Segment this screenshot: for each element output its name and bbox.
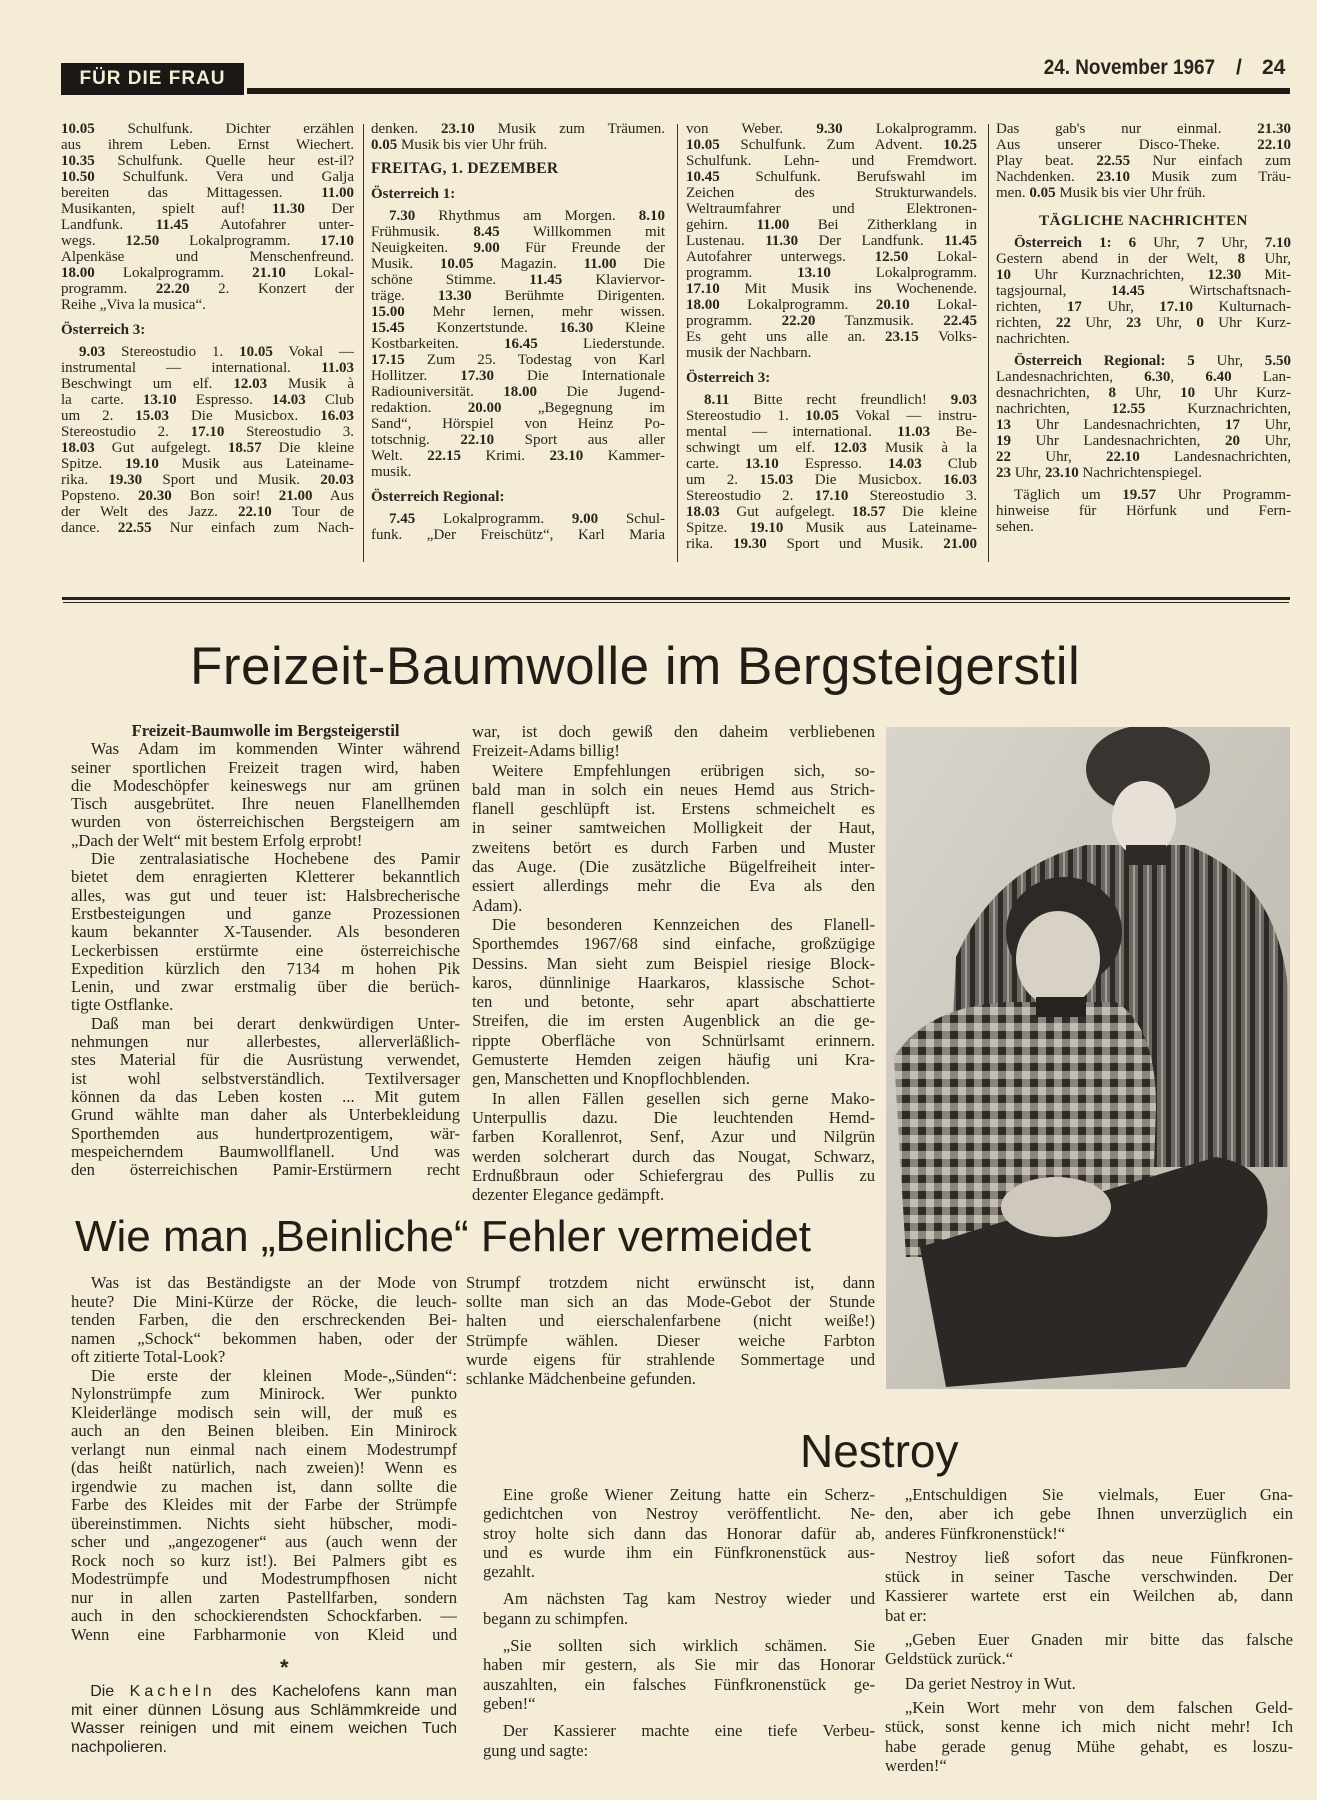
text-line: Österreich 1: 6 Uhr, 7 Uhr, 7.10	[1014, 235, 1291, 251]
text-line: Adam).	[472, 895, 523, 915]
text-line: hinweise für Hörfunk und Fern-	[996, 503, 1291, 519]
section-label: FÜR DIE FRAU	[61, 63, 244, 95]
text-line: oft zitierte Total-Look?	[71, 1348, 226, 1366]
text-line: von Weber. 9.30 Lokalprogramm.	[686, 121, 977, 137]
text-line: Strumpf trotzdem nicht erwünscht ist, dann	[466, 1273, 875, 1292]
text-line: werden solcherart durch das Nougat, Schwarz,	[472, 1146, 875, 1166]
paragraph	[885, 1674, 1293, 1693]
text-line: wegs. 12.50 Lokalprogramm. 17.10	[61, 233, 354, 249]
text-line: wurden von österreichischen Bergsteigern am	[71, 813, 460, 832]
text-line: Grund wählte man daher als Unterbekleidung	[71, 1106, 460, 1125]
text-line: auch an den Beinen bleiben. Ein Minirock	[71, 1422, 457, 1440]
text-line: 10.35 Schulfunk. Quelle heur est-il?	[61, 153, 354, 169]
text-line: Streifen, die im ersten Augenblick an die ge-	[472, 1011, 875, 1031]
text-line: Unterpullis dazu. Die leuchtenden Hemd-	[472, 1107, 875, 1127]
text-line: Eine große Wiener Zeitung hatte ein Scherz-	[502, 1485, 875, 1504]
text-line: 10.05 Schulfunk. Dichter erzählen	[61, 121, 354, 137]
text-line: farben Korallenrot, Senf, Azur und Nilgrün	[472, 1127, 875, 1147]
text-line: rika. 19.30 Sport und Musik. 20.03	[61, 472, 354, 488]
text-line: Täglich um 19.57 Uhr Programm-	[1014, 487, 1291, 503]
text-line: rika. 19.30 Sport und Musik. 21.00	[686, 536, 977, 552]
text-line: Kassierer wartete erst ein Weilchen ab, dann	[885, 1586, 1293, 1606]
text-line: richten, 22 Uhr, 23 Uhr, 0 Uhr Kurz-	[996, 315, 1291, 331]
text-line: programm. 13.10 Lokalprogramm.	[686, 265, 977, 281]
text-line: 0.05 Musik bis vier Uhr früh.	[371, 137, 548, 153]
text-line: um 2. 15.03 Die Musicbox. 16.03	[686, 472, 977, 488]
text-line: Reihe „Viva la musica“.	[61, 297, 206, 313]
text-line: 23 Uhr, 23.10 Nachrichtenspiegel.	[996, 465, 1203, 481]
text-line: irgendwie zu machen ist, dann sollte die	[71, 1477, 457, 1496]
text-line: Stereostudio 2. 17.10 Stereostudio 3.	[61, 424, 354, 440]
text-line: den österreichischen Pamir-Erstürmern recht	[71, 1161, 460, 1180]
text-line: 7.45 Lokalprogramm. 9.00 Schul-	[389, 511, 665, 527]
text-line: programm. 22.20 2. Konzert der	[61, 281, 354, 297]
radio-column-1	[61, 121, 354, 536]
news-column-4	[996, 121, 1291, 535]
text-line: programm. 22.20 Tanzmusik. 22.45	[686, 313, 977, 329]
text-line: instrumental — international. 11.03	[61, 360, 354, 376]
text-line: 7.30 Rhythmus am Morgen. 8.10	[389, 208, 665, 224]
text-line: Spitze. 19.10 Musik aus Lateiname-	[686, 520, 977, 536]
text-line: 17.15 Zum 25. Todestag von Karl	[371, 352, 665, 368]
paragraph	[472, 1089, 875, 1205]
text-line: nur in allen zarten Pastellfarben, sondern	[71, 1588, 457, 1607]
paragraph	[371, 511, 665, 543]
text-line: Die Kacheln des Kachelofens kann man	[90, 1683, 457, 1700]
paragraph	[996, 353, 1291, 481]
text-line: Gestern abend in der Welt, 8 Uhr,	[996, 251, 1291, 267]
text-line: alles, was gut und teuer ist: Halsbrecherische	[71, 886, 460, 905]
subheading: Freizeit-Baumwolle im Bergsteigerstil	[131, 721, 400, 740]
text-line: 18.00 Lokalprogramm. 21.10 Lokal-	[61, 265, 354, 281]
text-line: Schulfunk. Lehn- und Fremdwort.	[686, 153, 977, 169]
text-line: richten, 17 Uhr, 17.10 Kulturnach-	[996, 299, 1291, 315]
paragraph	[885, 1698, 1293, 1775]
paragraph	[371, 208, 665, 480]
text-line: Was ist das Beständigste an der Mode von	[90, 1274, 457, 1292]
text-line: 9.03 Stereostudio 1. 10.05 Vokal —	[79, 344, 354, 360]
text-line: Autofahrer unterwegs. 12.50 Lokal-	[686, 249, 977, 265]
text-line: Sand“, Hörspiel von Heinz Po-	[371, 416, 665, 432]
text-line: seiner sportlichen Freizeit tragen wird, haben	[71, 758, 460, 777]
text-line: ten und betonte, sehr apart abschattierte	[472, 992, 875, 1012]
text-line: dezenter Elegance gedämpft.	[472, 1185, 665, 1205]
article3-column-1	[483, 1485, 875, 1760]
text-line: sehen.	[996, 519, 1034, 535]
text-line: bietet dem enragierten Kletterer bekanntlich	[71, 868, 460, 887]
text-line: aus ihrem Leben. Ernst Wiechert.	[61, 137, 354, 153]
paragraph	[483, 1485, 875, 1581]
text-line: Musik. 10.05 Magazin. 11.00 Die	[371, 256, 665, 272]
text-line: gung und sagte:	[483, 1740, 589, 1760]
article3-column-2	[885, 1485, 1293, 1775]
paragraph	[483, 1589, 875, 1628]
text-line: dance. 22.55 Nur einfach zum Nach-	[61, 520, 354, 536]
text-line: desnachrichten, 8 Uhr, 10 Uhr Kurz-	[996, 385, 1291, 401]
text-line: werden!“	[885, 1755, 947, 1775]
text-line: kaum bekannter X-Tausender. Als besonderen	[71, 923, 460, 942]
text-line: Beschwingt um elf. 12.03 Musik à	[61, 376, 354, 392]
column-divider	[677, 124, 678, 562]
text-line: men. 0.05 Musik bis vier Uhr früh.	[996, 185, 1206, 201]
text-line: auszahlten, ein falsches Fünfkronenstück ge-	[483, 1674, 875, 1694]
paragraph	[371, 121, 665, 153]
paragraph	[885, 1630, 1293, 1669]
text-line: essiert allerdings mehr die Eva als den	[472, 876, 875, 896]
subheading: Österreich 3:	[61, 322, 146, 338]
radio-column-3	[686, 121, 977, 552]
text-line: Frühmusik. 8.45 Willkommen mit	[371, 224, 665, 240]
article1-column-2	[472, 722, 875, 1204]
text-line: den, aber ich gebe Ihnen unverzüglich ein	[885, 1504, 1293, 1524]
text-line: und es wurde ihm ein Fünfkronenstück aus-	[483, 1542, 875, 1562]
text-line: Stereostudio 2. 17.10 Stereostudio 3.	[686, 488, 977, 504]
paragraph	[885, 1548, 1293, 1625]
text-line: tenden Farben, die den erschreckenden Bei-	[71, 1311, 457, 1329]
text-line: tagsjournal, 14.45 Wirtschaftsnach-	[996, 283, 1291, 299]
text-line: Nestroy ließ sofort das neue Fünfkronen-	[904, 1547, 1293, 1567]
divider-asterisk: *	[280, 1655, 289, 1680]
text-line: Lenin, und zwar erstmalig über die berüch-	[71, 978, 460, 997]
paragraph	[472, 722, 875, 761]
text-line: Alpenkäse und Menschenfreund.	[61, 249, 354, 265]
text-line: Weitere Empfehlungen erübrigen sich, so-	[491, 760, 875, 780]
text-line: mit einer dünnen Lösung aus Schlämmkreide und	[71, 1701, 457, 1719]
text-line: Nachdenken. 23.10 Musik zum Träu-	[996, 169, 1291, 185]
text-line: schwingt um elf. 12.03 Musik à la	[686, 440, 977, 456]
text-line: der Welt des Jazz. 22.10 Tour de	[61, 504, 354, 520]
paragraph	[71, 1367, 457, 1645]
text-line: ist wohl selbstverständlich. Textilversager	[71, 1069, 460, 1088]
text-line: Kleiderlänge modisch sein will, der muß es	[71, 1403, 457, 1422]
text-line: Der Kassierer machte eine tiefe Verbeu-	[502, 1721, 875, 1741]
text-line: Gemusterte Hemden zeigen häufig uni Kra-	[472, 1050, 875, 1070]
text-line: „Sie sollten sich wirklich schämen. Sie	[502, 1636, 875, 1656]
text-line: denken. 23.10 Musik zum Träumen.	[371, 121, 665, 137]
paragraph	[71, 1274, 457, 1367]
paragraph	[483, 1636, 875, 1713]
text-line: Modestrümpfe und Modestrumpfhosen nicht	[71, 1570, 457, 1588]
text-line: heute? Die Mini-Kürze der Röcke, die leuch-	[71, 1292, 457, 1311]
text-line: Popsteno. 20.30 Bon soir! 21.00 Aus	[61, 488, 354, 504]
text-line: Expedition kürzlich den 7134 m hohen Pik	[71, 959, 460, 978]
text-line: Es geht uns alle an. 23.15 Volks-	[686, 329, 977, 345]
text-line: „Geben Euer Gnaden mir bitte das falsche	[904, 1630, 1293, 1650]
text-line: um 2. 15.03 Die Musicbox. 16.03	[61, 408, 354, 424]
text-line: schlanke Mädchenbeine gefunden.	[466, 1369, 696, 1389]
text-line: Hollitzer. 17.30 Die Internationale	[371, 368, 665, 384]
text-line: Spitze. 19.10 Musik aus Lateiname-	[61, 456, 354, 472]
text-line: 13 Uhr Landesnachrichten, 17 Uhr,	[996, 417, 1291, 433]
text-line: „Entschuldigen Sie vielmals, Euer Gna-	[904, 1485, 1293, 1504]
text-line: 22 Uhr, 22.10 Landesnachrichten,	[996, 449, 1291, 465]
text-line: karos, dünnlinige Haarkaros, klassische Schot-	[472, 972, 875, 992]
text-line: träge. 13.30 Berühmte Dirigenten.	[371, 288, 665, 304]
text-line: Radiouniversität. 18.00 Die Jugend-	[371, 384, 665, 400]
text-line: Zeichen des Strukturwandels.	[686, 185, 977, 201]
text-line: wurde eigens für strahlende Sommertage und	[466, 1349, 875, 1369]
article2-column-2	[466, 1273, 875, 1388]
text-line: Österreich Regional: 5 Uhr, 5.50	[1014, 353, 1291, 369]
text-line: Sporthemdes 1967/68 sind einfache, großzügige	[472, 934, 875, 954]
text-line: Strümpfe wählen. Dieser weiche Farbton	[466, 1330, 875, 1350]
paragraph	[996, 235, 1291, 347]
paragraph	[61, 344, 354, 536]
text-line: gezahlt.	[483, 1562, 536, 1582]
text-line: Die erste der kleinen Mode-„Sünden“:	[90, 1366, 457, 1385]
paragraph	[71, 1015, 460, 1180]
article1-column-1	[71, 722, 460, 1179]
text-line: musik der Nachbarn.	[686, 345, 812, 361]
text-line: Die zentralasiatische Hochebene des Pamir	[90, 850, 460, 869]
page-number: 24	[1262, 56, 1286, 79]
text-line: in seiner samtweichen Molligkeit der Haut,	[472, 818, 875, 838]
text-line: Rock noch so kurz ist!). Bei Palmers gibt es	[71, 1551, 457, 1570]
paragraph	[686, 392, 977, 552]
text-line: nachrichten, 12.55 Kurznachrichten,	[996, 401, 1291, 417]
subheading: Österreich 1:	[371, 186, 456, 202]
text-line: das Auge. (Die zusätzliche Bügelfreiheit inter-	[472, 857, 875, 877]
text-line: halten und eierschalenfarbene (nicht weiße!)	[466, 1311, 875, 1331]
date-separator: /	[1236, 56, 1242, 79]
text-line: 15.00 Mehr lernen, mehr wissen.	[371, 304, 665, 320]
column-divider	[363, 124, 364, 562]
text-line: Freizeit-Adams billig!	[472, 741, 620, 761]
paragraph	[71, 1683, 457, 1757]
text-line: Die besonderen Kennzeichen des Flanell-	[491, 914, 875, 934]
paragraph	[996, 121, 1291, 201]
paragraph	[885, 1485, 1293, 1543]
paragraph	[472, 761, 875, 915]
text-line: zweitens betört es durch Farben und Muster	[472, 837, 875, 857]
paragraph	[71, 850, 460, 1015]
text-line: Landfunk. 11.45 Autofahrer unter-	[61, 217, 354, 233]
text-line: können da das Leben kosten ... Mit gutem	[71, 1087, 460, 1106]
headline-freizeit: Freizeit-Baumwolle im Bergsteigerstil	[190, 637, 1081, 696]
text-line: nehmungen nur allerbestes, allerverläßlich-	[71, 1033, 460, 1052]
text-line: stück in seiner Tasche verschwinden. Der	[885, 1567, 1293, 1587]
text-line: 8.11 Bitte recht freundlich! 9.03	[704, 392, 977, 408]
paragraph	[472, 915, 875, 1089]
header-rule	[247, 88, 1290, 94]
paragraph	[61, 121, 354, 313]
headline-beinliche: Wie man „Beinliche“ Fehler vermeidet	[75, 1212, 812, 1261]
text-line: scher und „angezogener“ aus (auch wenn der	[71, 1533, 457, 1551]
text-line: 10.50 Schulfunk. Vera und Galja	[61, 169, 354, 185]
text-line: die Modeschöpfer keineswegs nur am grünen	[71, 776, 460, 795]
text-line: tigte Ostflanke.	[71, 996, 174, 1015]
text-line: 18.00 Lokalprogramm. 20.10 Lokal-	[686, 297, 977, 313]
text-line: bald man in solch ein neues Hemd aus Strich-	[472, 779, 875, 799]
text-line: 10.05 Schulfunk. Zum Advent. 10.25	[686, 137, 977, 153]
fashion-photo	[886, 727, 1290, 1389]
text-line: stück, sonst kenne ich mich nicht mehr! Ich	[885, 1717, 1293, 1737]
text-line: war, ist doch gewiß den daheim verbliebenen	[472, 722, 875, 741]
text-line: Stereostudio 1. 10.05 Vokal — instru-	[686, 408, 977, 424]
text-line: geben!“	[483, 1693, 536, 1713]
text-line: Play beat. 22.55 Nur einfach zum	[996, 153, 1291, 169]
text-line: namen „Schock“ bekommen haben, oder der	[71, 1329, 457, 1348]
text-line: schöne Stimme. 11.45 Klaviervor-	[371, 272, 665, 288]
text-line: bereiten das Mittagessen. 11.00	[61, 185, 354, 201]
text-line: 19 Uhr Landesnachrichten, 20 Uhr,	[996, 433, 1291, 449]
text-line: mental — international. 11.03 Be-	[686, 424, 977, 440]
text-line: sollte man sich an das Mode-Gebot der Stunde	[466, 1292, 875, 1312]
text-line: 18.03 Gut aufgelegt. 18.57 Die kleine	[61, 440, 354, 456]
text-line: Landesnachrichten, 6.30, 6.40 Lan-	[996, 369, 1291, 385]
text-line: funk. „Der Freischütz“, Karl Maria	[371, 527, 665, 543]
text-line: Daß man bei derart denkwürdigen Unter-	[90, 1014, 460, 1033]
text-line: begann zu schimpfen.	[483, 1608, 629, 1628]
text-line: verlangt nun einmal nach einem Modestrumpf	[71, 1440, 457, 1459]
text-line: Geldstück zurück.“	[885, 1649, 1014, 1669]
text-line: Neuigkeiten. 9.00 Für Freunde der	[371, 240, 665, 256]
text-line: „Kein Wort mehr von dem falschen Geld-	[904, 1697, 1293, 1717]
headline-nestroy: Nestroy	[800, 1425, 959, 1477]
text-line: (das heißt natürlich, nach zweien)! Wenn es	[71, 1459, 457, 1477]
text-line: auch in den schockierendsten Schockfarben. —	[71, 1607, 457, 1625]
paragraph	[996, 487, 1291, 535]
text-line: 18.03 Gut aufgelegt. 18.57 Die kleine	[686, 504, 977, 520]
text-line: gen, Manschetten und Knopflochblenden.	[472, 1069, 750, 1089]
column-divider	[988, 124, 989, 562]
text-line: Aus unserer Disco-Theke. 22.10	[996, 137, 1291, 153]
subheading: Österreich Regional:	[371, 489, 505, 505]
text-line: stroy holte sich dann das Honorar dafür ab,	[483, 1523, 875, 1543]
article2-column-1	[71, 1274, 457, 1644]
text-line: carte. 13.10 Espresso. 14.03 Club	[686, 456, 977, 472]
text-line: „Dach der Welt“ mit bestem Erfolg erprobt!	[71, 831, 363, 850]
paragraph	[466, 1273, 875, 1388]
household-tip	[71, 1683, 457, 1757]
text-line: Welt. 22.15 Krimi. 23.10 Kammer-	[371, 448, 665, 464]
text-line: Kostbarkeiten. 16.45 Liederstunde.	[371, 336, 665, 352]
text-line: Lustenau. 11.30 Der Landfunk. 11.45	[686, 233, 977, 249]
paragraph	[686, 121, 977, 361]
text-line: Da geriet Nestroy in Wut.	[904, 1673, 1076, 1693]
text-line: gedichtchen von Nestroy veröffentlicht. Ne-	[483, 1504, 875, 1524]
text-line: redaktion. 20.00 „Begegnung im	[371, 400, 665, 416]
text-line: haben mir gestern, als Sie mir das Honorar	[483, 1655, 875, 1675]
text-line: bat er:	[885, 1605, 927, 1625]
text-line: stes Material für die Ausrüstung verwendet,	[71, 1051, 460, 1070]
subheading: Österreich 3:	[686, 370, 771, 386]
text-line: anderes Fünfkronenstück!“	[885, 1523, 1066, 1543]
text-line: rippte Oberfläche von Schnürlsamt erinnern.	[472, 1030, 875, 1050]
subheading: FREITAG, 1. DEZEMBER	[371, 160, 559, 177]
text-line: mespeicherndem Baumwollflanell. Und was	[71, 1142, 460, 1161]
text-line: Tisch ausgebrütet. Ihre neuen Flanellhemden	[71, 795, 460, 814]
text-line: habe gerade genug Mühe gehabt, es loszu-	[885, 1736, 1293, 1756]
text-line: Wasser reinigen und mit einem weichen Tuch	[71, 1720, 457, 1737]
text-line: Am nächsten Tag kam Nestroy wieder und	[502, 1589, 875, 1609]
text-line: übereinstimmen. Nichts sieht hübscher, modi-	[71, 1514, 457, 1533]
text-line: Erstbesteigungen und ganze Prozessionen	[71, 904, 460, 923]
subheading: TÄGLICHE NACHRICHTEN	[1039, 213, 1248, 229]
paragraph	[483, 1721, 875, 1760]
text-line: 15.45 Konzertstunde. 16.30 Kleine	[371, 320, 665, 336]
text-line: 10.45 Schulfunk. Berufswahl im	[686, 169, 977, 185]
text-line: Nylonstrümpfe zum Minirock. Wer punkto	[71, 1385, 457, 1403]
text-line: Das gab's nur einmal. 21.30	[996, 121, 1291, 137]
text-line: la carte. 13.10 Espresso. 14.03 Club	[61, 392, 354, 408]
text-line: Musikanten, spielt auf! 11.30 Der	[61, 201, 354, 217]
text-line: 10 Uhr Kurznachrichten, 12.30 Mit-	[996, 267, 1291, 283]
radio-column-2	[371, 121, 665, 543]
text-line: flanell geschlüpft ist. Erstens schmeichelt es	[472, 799, 875, 819]
paragraph	[71, 740, 460, 850]
text-line: In allen Fällen gesellen sich gerne Mako-	[491, 1088, 875, 1108]
text-line: Leckerbissen erstürmte eine österreichische	[71, 941, 460, 960]
text-line: Erdnußbraun oder Schiefergrau des Pullis zu	[472, 1165, 875, 1185]
text-line: musik.	[371, 464, 412, 480]
text-line: Sporthemden aus hundertprozentigem, wär-	[71, 1124, 460, 1143]
text-line: totschnig. 22.10 Sport aus aller	[371, 432, 665, 448]
section-rule	[62, 597, 1290, 600]
issue-date: 24. November 1967	[1043, 56, 1215, 79]
text-line: nachpolieren.	[71, 1738, 168, 1756]
text-line: Dessins. Man sieht zum Beispiel riesige Block-	[472, 953, 875, 973]
text-line: gehirn. 11.00 Bei Zitherklang in	[686, 217, 977, 233]
text-line: Weltraumfahrer und Elektronen-	[686, 201, 977, 217]
text-line: 17.10 Mit Musik ins Wochenende.	[686, 281, 977, 297]
text-line: Farbe des Kleides mit der Farbe der Strümpfe	[71, 1496, 457, 1514]
text-line: nachrichten.	[996, 331, 1070, 347]
text-line: Wenn eine Farbharmonie von Kleid und	[71, 1625, 457, 1644]
text-line: Was Adam im kommenden Winter während	[90, 740, 460, 759]
